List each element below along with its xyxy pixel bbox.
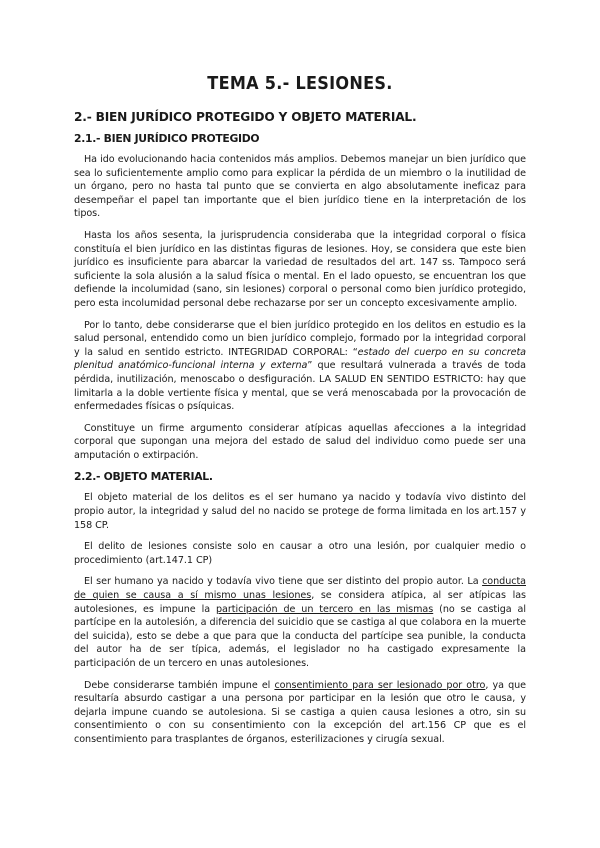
text-span: El ser humano ya nacido y todavía vivo tiene que ser distinto del propio autor. La [84, 576, 483, 588]
paragraph: Constituye un firme argumento considerar atípicas aquellas afecciones a la integridad corporal que supongan una mejora del estado de salud del individuo como puede ser una amputación o extirpación. [74, 422, 526, 461]
document-title: TEMA 5.- LESIONES. [207, 74, 393, 94]
paragraph [74, 319, 526, 414]
paragraph: Hasta los años sesenta, la jurisprudencia consideraba que la integridad corporal o física constituía el bien jurídico en las distintas figuras de lesiones. Hoy, se considera que este bien jurídico es insuficiente para abarcar la variedad de resultados del art. 147 ss. Tampoco será suficiente la sola alusión a la salud física o mental. En el lado opuesto, se encuentran los que defiende la incolumidad (sano, sin lesiones) corporal o personal como bien jurídico protegido, pero esta incolumidad personal debe rechazarse por ser un concepto excesivamente amplio. [74, 229, 526, 309]
text-span: , ya que resultaría absurdo castigar a una persona por participar en la lesión que otro le causa, y dejarla impune cuando se autolesiona. Si se castiga a quien causa lesiones a otro, sin su consentimiento o con su consentimiento con la excepción del art.156 CP que es el consentimiento para trasplantes de órganos, esterilizaciones y cirugía sexual. [74, 679, 526, 745]
italic-quote: estado del cuerpo en su concreta plenitud anatómico-funcional interna y externa [74, 346, 526, 372]
text-span: Por lo tanto, debe considerarse que el bien jurídico protegido en los delitos en estudio es la salud personal, entendido como un bien jurídico complejo, formado por la integridad corporal y la salud en sentido estricto. INTEGRIDAD CORPORAL: “ [74, 319, 526, 358]
paragraph [74, 575, 526, 670]
underlined-text: conducta de quien se causa a sí mismo unas lesiones [74, 576, 526, 602]
paragraph [74, 679, 526, 747]
paragraph: El objeto material de los delitos es el ser humano ya nacido y todavía vivo distinto del propio autor, la integridad y salud del no nacido se protege de forma limitada en los art.157 y 158 CP. [74, 492, 526, 531]
subsection-heading-bien-juridico: 2.1.- BIEN JURÍDICO PROTEGIDO [74, 132, 260, 145]
text-span: Debe considerarse también impune el [84, 679, 275, 691]
paragraph: El delito de lesiones consiste solo en causar a otro una lesión, por cualquier medio o procedimiento (art.147.1 CP) [74, 541, 526, 566]
underlined-text: participación de un tercero en las mismas [216, 603, 434, 615]
text-span: , se considera atípica, al ser atípicas las autolesiones, es impune la [74, 590, 527, 615]
text-span: (no se castiga al partícipe en la autolesión, a diferencia del suicidio que se castiga al que colabora en la muerte del suicida), esto se debe a que para que la conducta del partícipe sea punible, la conducta del autor ha de ser típica, además, el legislador no ha castigado expresamente la participación de un tercero en unas autolesiones. [74, 603, 526, 669]
subsection-heading-objeto-material: 2.2.- OBJETO MATERIAL. [74, 470, 213, 484]
underlined-text: consentimiento para ser lesionado por otro [274, 679, 486, 691]
section-heading: 2.- BIEN JURÍDICO PROTEGIDO Y OBJETO MATERIAL. [74, 110, 417, 124]
paragraph: Ha ido evolucionando hacia contenidos más amplios. Debemos manejar un bien jurídico que sea lo suficientemente amplio como para explicar la pérdida de un miembro o la inutilidad de un órgano, pero no hasta tal punto que se convierta en algo absolutamente ineficaz para desempeñar el papel tan importante que el bien jurídico tiene en la interpretación de los tipos. [74, 154, 526, 220]
text-span: ” que resultará vulnerada a través de toda pérdida, inutilización, menoscabo o desfiguración. LA SALUD EN SENTIDO ESTRICTO: hay que limitarla a la doble vertiente física y mental, que se verá menoscabada por la provocación de enfermedades físicas o psíquicas. [74, 360, 527, 413]
